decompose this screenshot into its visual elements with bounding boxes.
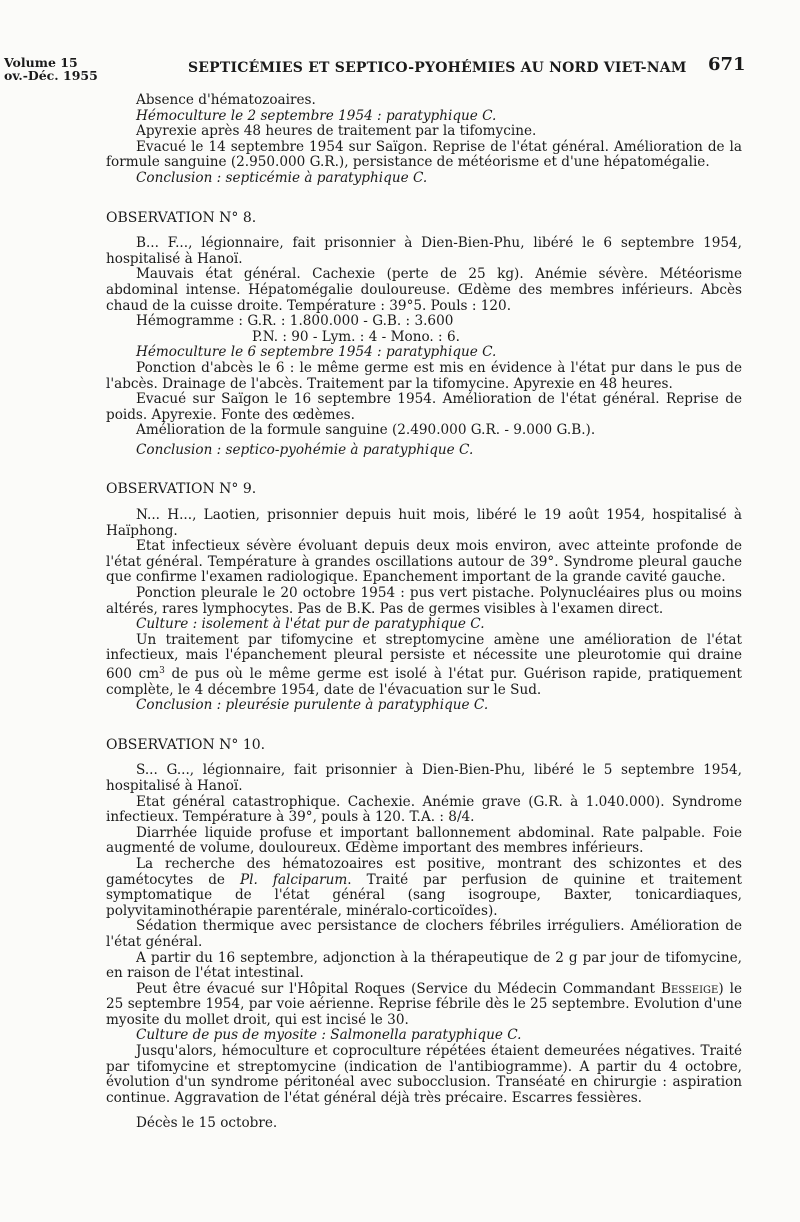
paragraph: Mauvais état général. Cachexie (perte de 25 kg). Anémie sévère. Météorisme abdominal intense. Hépatomégalie douloureuse. Œdème des membres inférieurs. Abcès chaud de la cuisse droite. Température : 39°5. Pouls : 120. — [106, 266, 742, 314]
paragraph — [106, 982, 742, 1029]
paragraph: Ponction pleurale le 20 octobre 1954 : pus vert pistache. Polynucléaires plus ou moins altérés, rares lymphocytes. Pas de B.K. Pas de germes visibles à l'examen direct. — [106, 585, 742, 617]
paragraph: Amélioration de la formule sanguine (2.490.000 G.R. - 9.000 G.B.). — [136, 422, 596, 439]
text-run: Un traitement par tifomycine et streptomycine amène une amélioration de l'état infectieux, mais l'épanchement pleural persiste et nécessite une pleurotomie qui draine 600 cm — [106, 631, 742, 682]
conclusion: Conclusion : pleurésie purulente à paratyphique C. — [136, 697, 489, 714]
volume-label: Volume 15 — [4, 55, 78, 70]
observation-heading: OBSERVATION N° 8. — [106, 209, 257, 226]
paragraph: S... G..., légionnaire, fait prisonnier à Dien-Bien-Phu, libéré le 5 septembre 1954, hospitalisé à Hanoï. — [106, 762, 742, 794]
page-header — [0, 52, 800, 82]
paragraph: Apyrexie après 48 heures de traitement par la tifomycine. — [136, 123, 537, 140]
paragraph: Absence d'hématozoaires. — [136, 92, 316, 108]
running-title: SEPTICÉMIES ET SEPTICO-PYOHÉMIES AU NORD VIET-NAM — [188, 60, 687, 76]
text-run: de pus où le même germe est isolé à l'état pur. Guérison rapide, pratiquement complète, le 4 décembre 1954, date de l'évacuation sur le Sud. — [106, 666, 742, 698]
paragraph — [106, 633, 742, 698]
paragraph: Etat général catastrophique. Cachexie. Anémie grave (G.R. à 1.040.000). Syndrome infectieux. Température à 39°, pouls à 120. T.A. : 8/4. — [106, 793, 742, 826]
paragraph: Evacué sur Saïgon le 16 septembre 1954. Amélioration de l'état général. Reprise de poids. Apyrexie. Fonte des œdèmes. — [106, 391, 742, 423]
paragraph: Décès le 15 octobre. — [136, 1115, 278, 1132]
paragraph: Jusqu'alors, hémoculture et coproculture répétées étaient demeurées négatives. Traité par tifomycine et streptomycine (indication de l'antibiogramme). A partir du 4 octobre, évolution d'un syndrome péritonéal avec subocclusion. Transéaté en chirurgie : aspiration continue. Aggravation de l'état général déjà très précaire. Escarres fessières. — [106, 1043, 742, 1106]
text-run: . Traité par perfusion de quinine et traitement symptomatique de l'état général (sang isogroupe, Baxter, tonicardiaques, polyvitaminothérapie parentérale, minéralo-corticoïdes). — [106, 871, 742, 919]
hemogram-line: Hémogramme : G.R. : 1.800.000 - G.B. : 3.600 — [136, 313, 454, 330]
hemogram-line: P.N. : 90 - Lym. : 4 - Mono. : 6. — [252, 328, 460, 345]
person-name: Besseige — [660, 980, 719, 997]
text-run: ) le 25 septembre 1954, par voie aérienne. Reprise fébrile dès le 25 septembre. Evolution d'une myosite du mollet droit, qui est incisé le 30. — [106, 980, 742, 1028]
text-run: Peut être évacué sur l'Hôpital Roques (Service du Médecin Commandant — [136, 980, 661, 997]
blood-culture-result: Hémoculture le 6 septembre 1954 : paratyphique C. — [136, 344, 497, 361]
superscript: 3 — [159, 666, 165, 676]
paragraph: Diarrhée liquide profuse et important ballonnement abdominal. Rate palpable. Foie augmenté de volume, douloureux. Œdème important des membres inférieurs. — [106, 824, 742, 857]
paragraph: Ponction d'abcès le 6 : le même germe est mis en évidence à l'état pur dans le pus de l'abcès. Drainage de l'abcès. Traitement par la tifomycine. Apyrexie en 48 heures. — [106, 359, 742, 392]
paragraph: N... H..., Laotien, prisonnier depuis huit mois, libéré le 19 août 1954, hospitalisé à Haïphong. — [106, 507, 742, 539]
paragraph: B... F..., légionnaire, fait prisonnier à Dien-Bien-Phu, libéré le 6 septembre 1954, hospitalisé à Hanoï. — [106, 235, 742, 267]
page-number: 671 — [708, 54, 746, 75]
species-name: Pl. falciparum — [240, 871, 348, 888]
conclusion: Conclusion : septicémie à paratyphique C. — [136, 169, 428, 186]
issue-period: ov.-Déc. 1955 — [4, 68, 98, 83]
paragraph: A partir du 16 septembre, adjonction à la thérapeutique de 2 g par jour de tifomycine, en raison de l'état intestinal. — [106, 949, 742, 982]
paragraph: Sédation thermique avec persistance de clochers fébriles irréguliers. Amélioration de l'état général. — [106, 918, 742, 950]
culture-result: Culture : isolement à l'état pur de paratyphique C. — [136, 616, 485, 633]
conclusion: Conclusion : septico-pyohémie à paratyphique C. — [136, 441, 474, 458]
blood-culture-result: Hémoculture le 2 septembre 1954 : paratyphique C. — [136, 107, 497, 124]
text-run: La recherche des hématozoaires est positive, montrant des schizontes et des gamétocytes de — [106, 855, 742, 888]
observation-heading: OBSERVATION N° 10. — [106, 736, 266, 753]
observation-heading: OBSERVATION N° 9. — [106, 481, 257, 498]
journal-volume — [4, 56, 98, 82]
paragraph — [106, 857, 742, 919]
paragraph: Etat infectieux sévère évoluant depuis deux mois environ, avec atteinte profonde de l'état général. Température à grandes oscillations autour de 39°. Syndrome pleural gauche que confirme l'examen radiologique. Epanchement important de la grande cavité gauche. — [106, 538, 742, 586]
paragraph: Evacué le 14 septembre 1954 sur Saïgon. Reprise de l'état général. Amélioration de la formule sanguine (2.950.000 G.R.), persistance de météorisme et d'une hépatomégalie. — [106, 138, 742, 171]
article-body — [106, 93, 742, 1132]
culture-result: Culture de pus de myosite : Salmonella paratyphique C. — [136, 1027, 522, 1044]
